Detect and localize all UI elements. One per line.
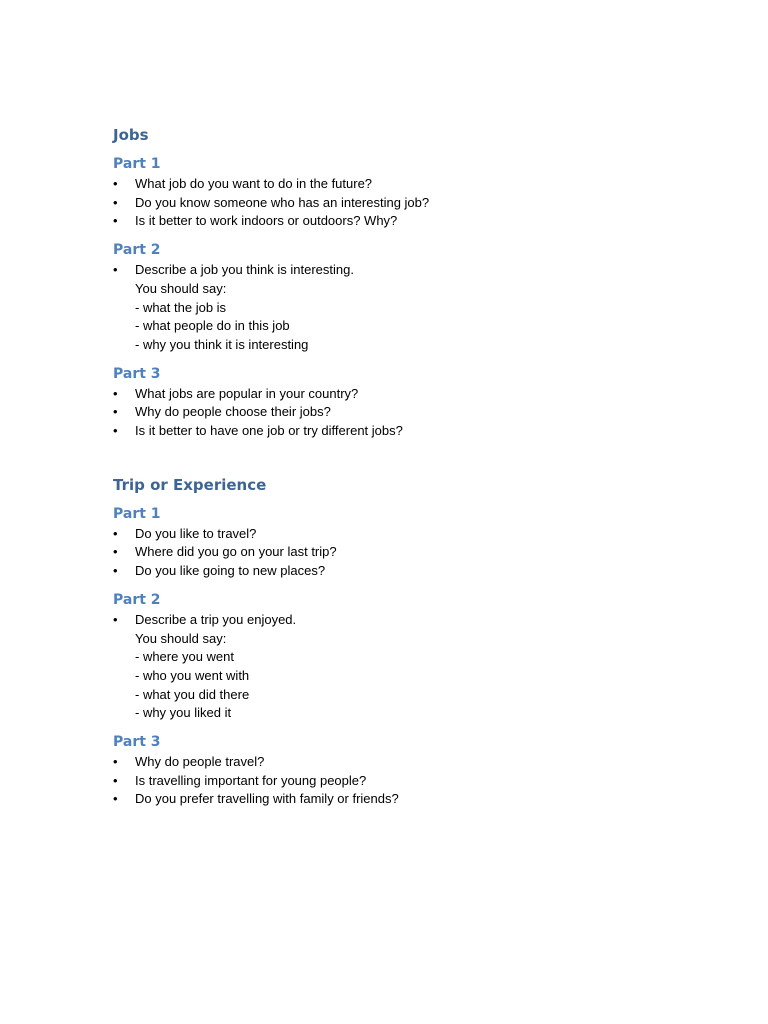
question-text: Is it better to work indoors or outdoors? Why? [135, 213, 398, 229]
bullet-icon: • [113, 423, 118, 439]
list-item [113, 422, 673, 441]
list-item [113, 194, 673, 213]
question-text: Describe a job you think is interesting. [135, 262, 354, 278]
list-item [113, 261, 673, 355]
bullet-icon: • [113, 772, 118, 788]
prompt-line: - what you did there [135, 686, 250, 702]
list-item [113, 175, 673, 194]
question-text: What job do you want to do in the future? [135, 176, 373, 191]
question-text: Do you prefer travelling with family or friends? [135, 791, 399, 807]
part-section [113, 733, 673, 809]
part-heading: Part 2 [113, 242, 161, 259]
part-section [113, 505, 673, 581]
list-item [113, 611, 673, 723]
bullet-icon: • [113, 385, 118, 401]
list-item [113, 753, 673, 772]
part-section [113, 241, 673, 355]
part-heading: Part 1 [113, 505, 161, 522]
question-text: Where did you go on your last trip? [135, 544, 337, 560]
bullet-icon: • [113, 754, 118, 770]
topic-section [113, 472, 673, 809]
bullet-icon: • [113, 525, 118, 541]
bullet-icon: • [113, 544, 118, 560]
question-text: Why do people choose their jobs? [135, 404, 331, 420]
prompt-line: - why you liked it [135, 705, 232, 721]
part-heading: Part 2 [113, 591, 161, 608]
bullet-icon: • [113, 563, 118, 579]
question-list [113, 261, 673, 355]
part-section [113, 365, 673, 441]
question-text: Do you know someone who has an interesting job? [135, 194, 430, 210]
bullet-icon: • [113, 791, 118, 807]
prompt-line: - what people do in this job [135, 318, 290, 334]
part-section [113, 591, 673, 723]
list-item [113, 790, 673, 809]
question-text: What jobs are popular in your country? [135, 385, 359, 401]
question-text: Do you like to travel? [135, 525, 257, 541]
question-text: Describe a trip you enjoyed. [135, 611, 297, 627]
list-item [113, 772, 673, 791]
list-item [113, 403, 673, 422]
part-section [113, 155, 673, 231]
question-list [113, 525, 673, 581]
part-heading: Part 3 [113, 734, 161, 751]
prompt-line: - where you went [135, 649, 234, 665]
question-text: Do you like going to new places? [135, 563, 326, 579]
bullet-icon: • [113, 262, 118, 278]
question-text: Is travelling important for young people? [135, 772, 367, 788]
bullet-icon: • [113, 213, 118, 229]
prompt-line: - what the job is [135, 299, 227, 315]
list-item [113, 525, 673, 544]
part-heading: Part 3 [113, 365, 161, 382]
question-text: Is it better to have one job or try different jobs? [135, 423, 403, 439]
part-heading: Part 1 [113, 156, 161, 172]
question-list [113, 385, 673, 441]
list-item [113, 543, 673, 562]
document-page [113, 122, 673, 809]
question-list [113, 175, 673, 231]
list-item [113, 385, 673, 404]
prompt-line: - who you went with [135, 667, 250, 683]
list-item [113, 562, 673, 581]
question-list [113, 611, 673, 723]
prompt-line: You should say: [135, 630, 227, 646]
topic-section [113, 122, 673, 441]
question-text: Why do people travel? [135, 754, 265, 770]
bullet-icon: • [113, 176, 118, 191]
bullet-icon: • [113, 404, 118, 420]
prompt-line: You should say: [135, 280, 227, 296]
bullet-icon: • [113, 611, 118, 627]
topic-heading: Jobs [113, 126, 149, 144]
topic-heading: Trip or Experience [113, 475, 267, 494]
question-list [113, 753, 673, 809]
bullet-icon: • [113, 194, 118, 210]
prompt-line: - why you think it is interesting [135, 336, 309, 352]
list-item [113, 212, 673, 231]
